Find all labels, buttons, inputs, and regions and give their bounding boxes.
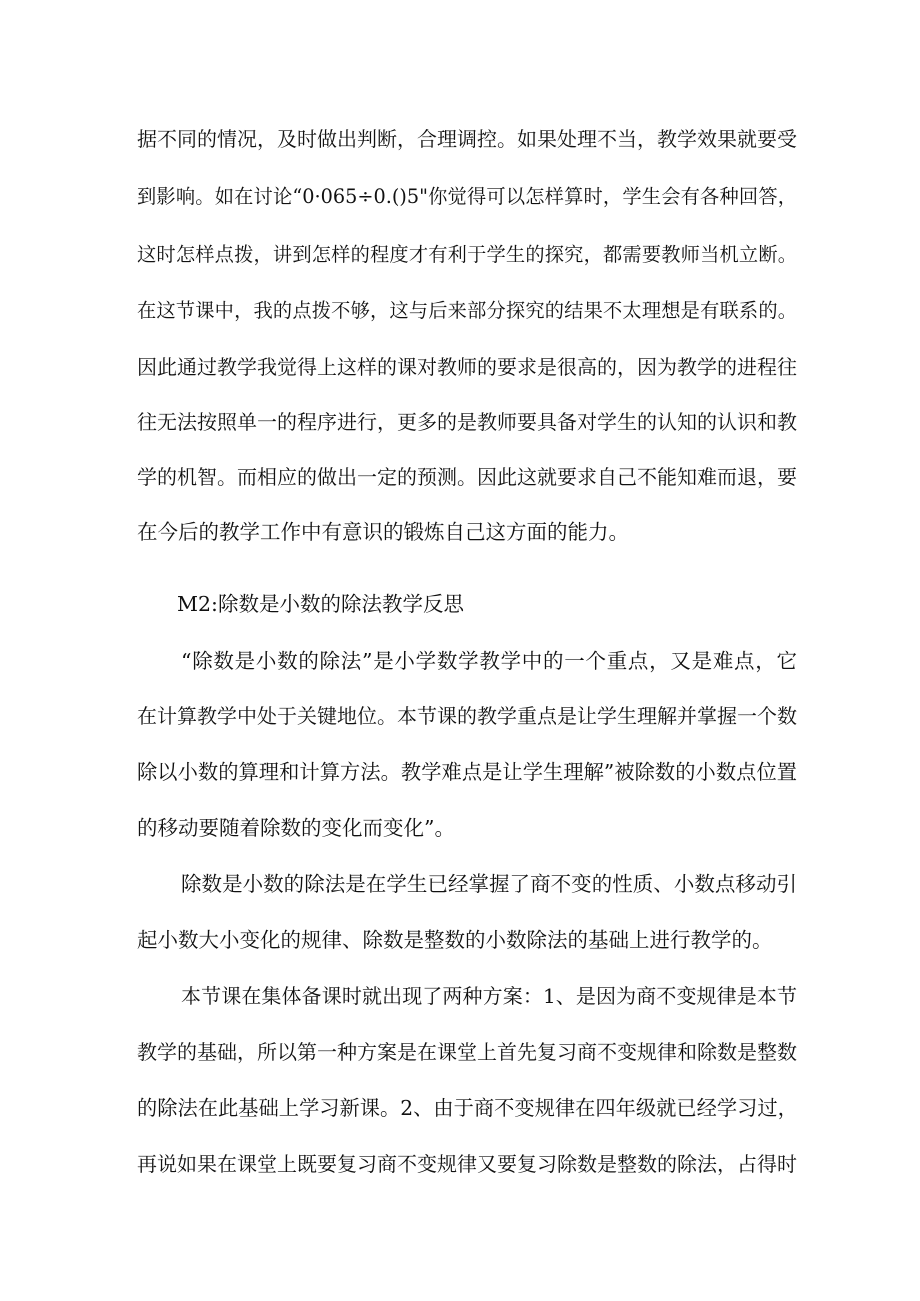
paragraph-4-line-2: 教学的基础，所以第一种方案是在课堂上首先复习商不变规律和除数是整数 [137, 1040, 797, 1064]
section-heading: M2:除数是小数的除法教学反思 [177, 592, 464, 616]
paragraph-2-line-2: 在计算教学中处于关键地位。本节课的教学重点是让学生理解并掌握一个数 [137, 704, 797, 728]
paragraph-1-line-1: 据不同的情况，及时做出判断，合理调控。如果处理不当，教学效果就要受 [137, 127, 797, 151]
paragraph-1-line-8: 在今后的教学工作中有意识的锻炼自己这方面的能力。 [137, 520, 629, 544]
paragraph-1-line-2: 到影响。如在讨论“0·065÷0.()5"你觉得可以怎样算时，学生会有各种回答， [137, 185, 797, 208]
paragraph-2-line-3: 除以小数的算理和计算方法。教学难点是让学生理解”被除数的小数点位置 [137, 760, 797, 784]
paragraph-4-line-3: 的除法在此基础上学习新课。2、由于商不变规律在四年级就已经学习过， [137, 1096, 798, 1120]
paragraph-3-line-1: 除数是小数的除法是在学生已经掌握了商不变的性质、小数点移动引 [181, 872, 797, 896]
paragraph-1-line-5: 因此通过教学我觉得上这样的课对教师的要求是很高的，因为教学的进程往 [137, 355, 797, 379]
paragraph-1-line-3: 这时怎样点拨，讲到怎样的程度才有利于学生的探究，都需要教师当机立断。 [137, 243, 797, 266]
paragraph-4-line-1: 本节课在集体备课时就出现了两种方案：1、是因为商不变规律是本节 [181, 984, 797, 1008]
paragraph-1-line-4: 在这节课中，我的点拨不够，这与后来部分探究的结果不太理想是有联系的。 [137, 299, 797, 322]
paragraph-1-line-6: 往无法按照单一的程序进行，更多的是教师要具备对学生的认知的认识和教 [137, 410, 797, 434]
paragraph-3-line-2: 起小数大小变化的规律、除数是整数的小数除法的基础上进行教学的。 [137, 928, 773, 952]
paragraph-2-line-1: “除数是小数的除法”是小学数学教学中的一个重点，又是难点，它 [181, 649, 797, 673]
paragraph-4-line-4: 再说如果在课堂上既要复习商不变规律又要复习除数是整数的除法，占得时 [137, 1152, 797, 1176]
paragraph-2-line-4: 的移动要随着除数的变化而变化”。 [137, 816, 455, 840]
paragraph-1-line-7: 学的机智。而相应的做出一定的预测。因此这就要求自己不能知难而退，要 [137, 465, 797, 489]
